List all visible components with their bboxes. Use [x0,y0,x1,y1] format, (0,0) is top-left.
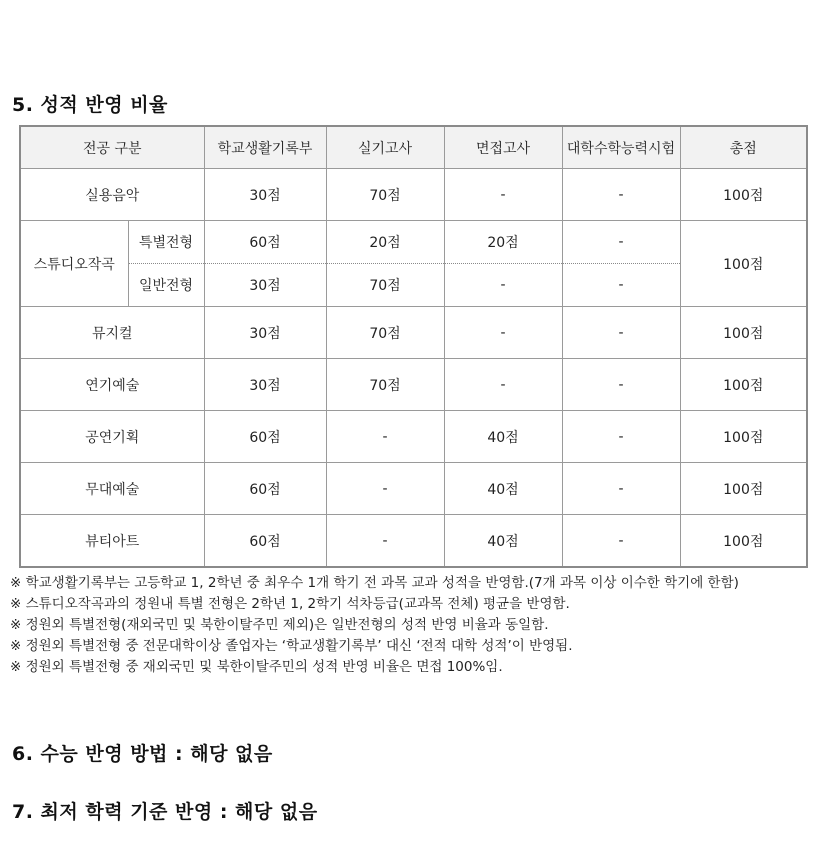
record-cell: 60점 [204,515,326,568]
table-row-studio-special [20,221,807,264]
suneung-cell: - [562,463,680,515]
interview-cell: 20점 [444,221,562,264]
record-cell: 30점 [204,264,326,307]
total-cell: 100점 [680,307,807,359]
total-cell: 100점 [680,463,807,515]
major-cell: 뷰티아트 [20,515,204,568]
interview-cell: - [444,169,562,221]
suneung-cell: - [562,169,680,221]
record-cell: 30점 [204,169,326,221]
practical-cell: 70점 [326,307,444,359]
interview-cell: 40점 [444,411,562,463]
practical-cell: - [326,411,444,463]
practical-cell: 70점 [326,359,444,411]
record-cell: 60점 [204,221,326,264]
section-5-title: 5. 성적 반영 비율 [12,94,168,116]
major-cell: 무대예술 [20,463,204,515]
interview-cell: - [444,264,562,307]
record-cell: 30점 [204,359,326,411]
section-6-title: 6. 수능 반영 방법 : 해당 없음 [12,743,273,765]
total-cell-studio: 100점 [680,221,807,307]
record-cell: 60점 [204,411,326,463]
table-row [20,307,807,359]
header-record: 학교생활기록부 [204,126,326,169]
table-row [20,411,807,463]
note-item: ※ 정원외 특별전형(재외국민 및 북한이탈주민 제외)은 일반전형의 성적 반영 비율과 동일함. [10,617,549,633]
practical-cell: - [326,515,444,568]
header-major: 전공 구분 [20,126,204,169]
table-row [20,515,807,568]
section-7-title: 7. 최저 학력 기준 반영 : 해당 없음 [12,801,318,823]
note-item: ※ 정원외 특별전형 중 전문대학이상 졸업자는 ‘학교생활기록부’ 대신 ‘전적 대학 성적’이 반영됨. [10,638,573,654]
major-cell: 실용음악 [20,169,204,221]
suneung-cell: - [562,515,680,568]
total-cell: 100점 [680,359,807,411]
interview-cell: 40점 [444,515,562,568]
major-cell: 공연기획 [20,411,204,463]
header-practical: 실기고사 [326,126,444,169]
suneung-cell: - [562,411,680,463]
record-cell: 30점 [204,307,326,359]
suneung-cell: - [562,359,680,411]
suneung-cell: - [562,221,680,264]
table-row [20,359,807,411]
major-cell: 뮤지컬 [20,307,204,359]
suneung-cell: - [562,264,680,307]
notes-list [10,573,805,678]
note-item: ※ 정원외 특별전형 중 재외국민 및 북한이탈주민의 성적 반영 비율은 면접 100%임. [10,659,503,675]
practical-cell: 70점 [326,169,444,221]
note-item: ※ 스튜디오작곡과의 정원내 특별 전형은 2학년 1, 2학기 석차등급(교과목 전체) 평균을 반영함. [10,596,570,612]
note-item: ※ 학교생활기록부는 고등학교 1, 2학년 중 최우수 1개 학기 전 과목 교과 성적을 반영함.(7개 과목 이상 이수한 학기에 한함) [10,575,739,591]
major-cell: 연기예술 [20,359,204,411]
table-header-row [20,126,807,169]
header-interview: 면접고사 [444,126,562,169]
suneung-cell: - [562,307,680,359]
table-row [20,169,807,221]
interview-cell: - [444,359,562,411]
header-suneung: 대학수학능력시험 [562,126,680,169]
admission-type-cell: 특별전형 [128,221,204,264]
total-cell: 100점 [680,515,807,568]
practical-cell: - [326,463,444,515]
admission-type-cell: 일반전형 [128,264,204,307]
total-cell: 100점 [680,169,807,221]
total-cell: 100점 [680,411,807,463]
major-cell-studio: 스튜디오작곡 [20,221,128,307]
score-ratio-table [19,125,808,568]
record-cell: 60점 [204,463,326,515]
interview-cell: 40점 [444,463,562,515]
practical-cell: 20점 [326,221,444,264]
interview-cell: - [444,307,562,359]
practical-cell: 70점 [326,264,444,307]
table-row [20,463,807,515]
header-total: 총점 [680,126,807,169]
